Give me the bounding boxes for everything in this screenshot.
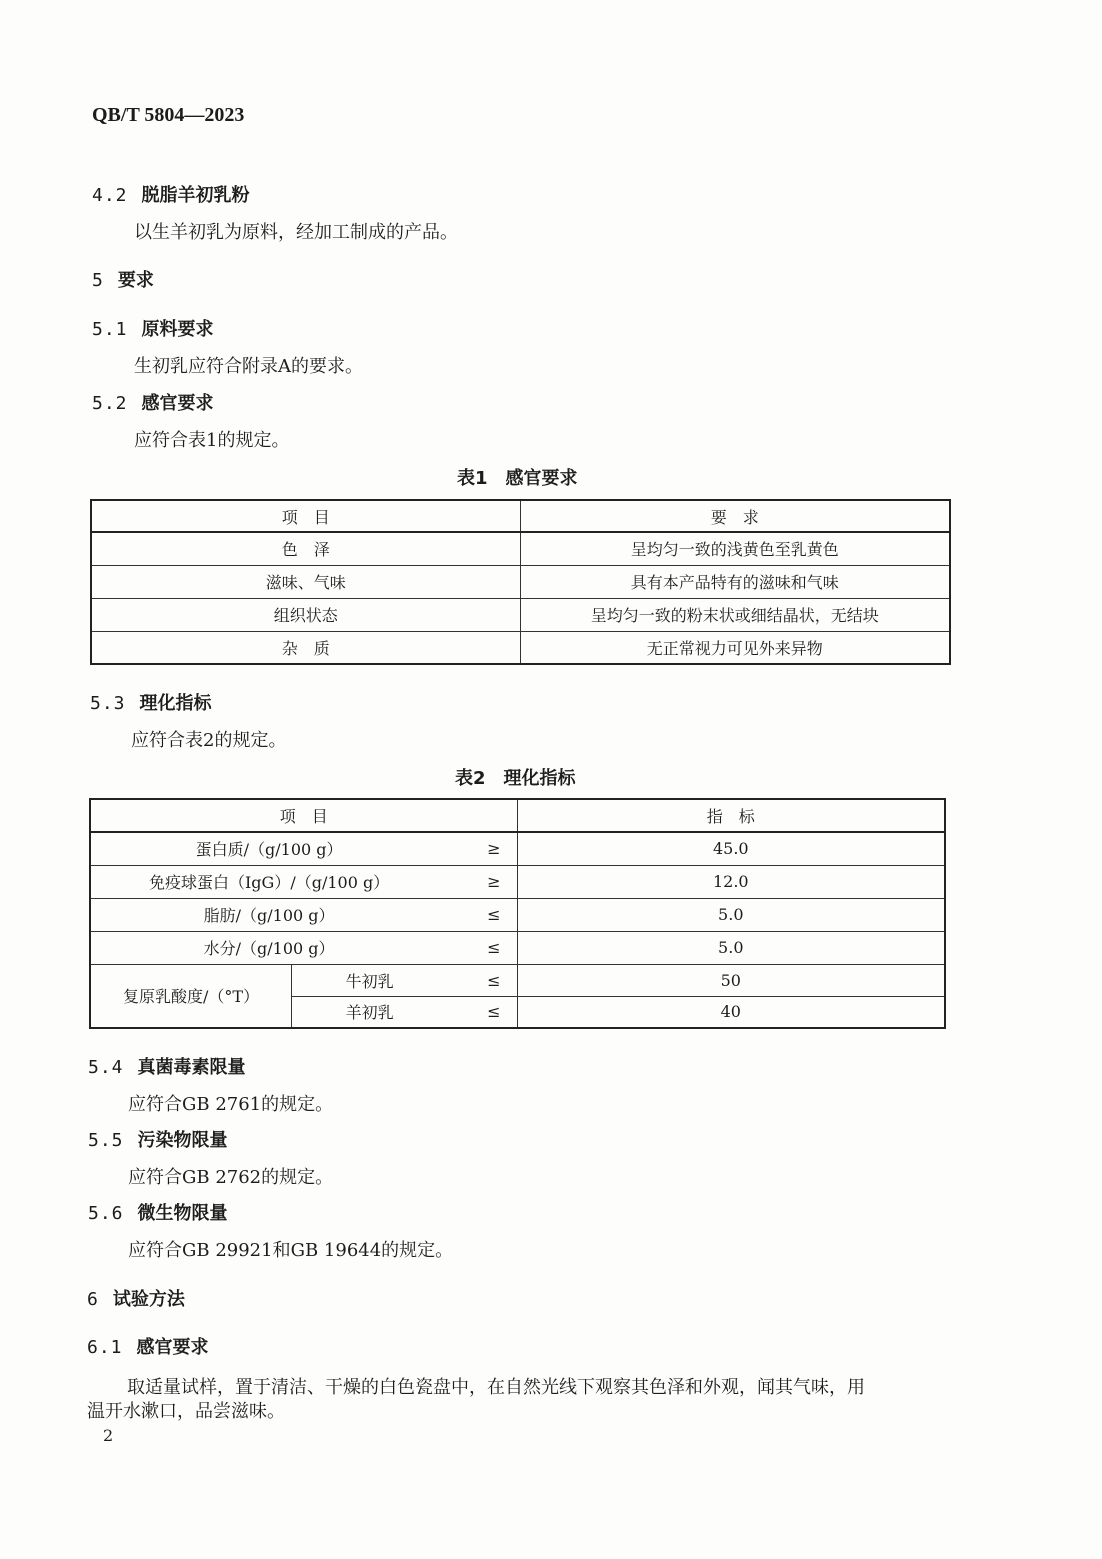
row-item: 色 泽 (91, 532, 520, 565)
section-title: 脱脂羊初乳粉 (141, 185, 250, 206)
row-value: 12.0 (517, 865, 945, 898)
row-item: 蛋白质/（g/100 g） (90, 832, 447, 865)
section-number: 5.6 (88, 1203, 124, 1224)
row-item: 脂肪/（g/100 g） (90, 898, 447, 931)
section-title: 要求 (117, 270, 154, 291)
row-requirement: 呈均匀一致的粉末状或细结晶状，无结块 (520, 598, 950, 631)
section-5-2-body: 应符合表1的规定。 (134, 430, 290, 451)
section-5-5-heading (88, 1126, 228, 1152)
section-4-2-heading (92, 181, 250, 207)
section-number: 6.1 (87, 1337, 123, 1358)
table-header-row (90, 799, 945, 832)
section-number: 5 (92, 270, 104, 291)
section-5-heading (92, 266, 154, 292)
row-symbol: ≤ (447, 931, 517, 964)
row-item: 羊初乳 (292, 996, 448, 1028)
row-requirement: 无正常视力可见外来异物 (520, 631, 950, 664)
page-number: 2 (103, 1426, 114, 1445)
table-row (91, 631, 950, 664)
section-title: 理化指标 (139, 693, 212, 714)
row-item: 组织状态 (91, 598, 520, 631)
section-title: 感官要求 (136, 1337, 209, 1358)
table-header-row (91, 500, 950, 532)
section-6-1-body-line2: 温开水漱口，品尝滋味。 (87, 1401, 285, 1422)
table1-sensory (90, 499, 951, 665)
section-6-heading (87, 1285, 185, 1311)
section-4-2-body: 以生羊初乳为原料，经加工制成的产品。 (134, 222, 458, 243)
row-item: 牛初乳 (292, 964, 448, 996)
table-row (91, 598, 950, 631)
standard-code: QB/T 5804—2023 (92, 104, 245, 126)
row-symbol: ≥ (447, 832, 517, 865)
section-number: 5.4 (88, 1057, 124, 1078)
section-5-5-body: 应符合GB 2762的规定。 (128, 1167, 334, 1188)
row-value: 40 (517, 996, 945, 1028)
row-item: 免疫球蛋白（IgG）/（g/100 g） (90, 865, 447, 898)
column-header: 指 标 (517, 799, 945, 832)
section-5-4-body: 应符合GB 2761的规定。 (128, 1094, 334, 1115)
section-title: 原料要求 (141, 319, 214, 340)
section-6-1-body-line1: 取适量试样，置于清洁、干燥的白色瓷盘中，在自然光线下观察其色泽和外观，闻其气味，用 (127, 1377, 865, 1398)
table-row (91, 532, 950, 565)
section-title: 微生物限量 (137, 1203, 228, 1224)
section-title: 试验方法 (112, 1289, 185, 1310)
acidity-label: 复原乳酸度/（°T） (90, 964, 292, 1028)
row-symbol: ≤ (447, 898, 517, 931)
row-symbol: ≥ (447, 865, 517, 898)
table-row (90, 832, 945, 865)
table-row (90, 931, 945, 964)
section-title: 感官要求 (141, 393, 214, 414)
row-value: 45.0 (517, 832, 945, 865)
section-number: 4.2 (92, 185, 128, 206)
row-symbol: ≤ (447, 964, 517, 996)
row-item: 水分/（g/100 g） (90, 931, 447, 964)
section-6-1-heading (87, 1333, 209, 1359)
table-row (91, 565, 950, 598)
table-row (90, 898, 945, 931)
section-5-1-body: 生初乳应符合附录A的要求。 (134, 356, 363, 377)
table2-caption: 表2 理化指标 (455, 768, 576, 789)
section-title: 污染物限量 (137, 1130, 228, 1151)
section-number: 5.2 (92, 393, 128, 414)
section-number: 5.5 (88, 1130, 124, 1151)
table2-physicochemical (89, 798, 946, 1029)
section-5-3-heading (90, 689, 212, 715)
row-item: 杂 质 (91, 631, 520, 664)
row-value: 5.0 (517, 931, 945, 964)
row-item: 滋味、气味 (91, 565, 520, 598)
row-requirement: 呈均匀一致的浅黄色至乳黄色 (520, 532, 950, 565)
table-row (90, 964, 945, 996)
section-5-3-body: 应符合表2的规定。 (131, 730, 287, 751)
table1-caption: 表1 感官要求 (457, 468, 578, 489)
section-5-6-heading (88, 1199, 228, 1225)
column-header: 项 目 (91, 500, 520, 532)
column-header: 项 目 (90, 799, 517, 832)
section-number: 5.1 (92, 319, 128, 340)
column-header: 要 求 (520, 500, 950, 532)
row-requirement: 具有本产品特有的滋味和气味 (520, 565, 950, 598)
row-value: 5.0 (517, 898, 945, 931)
section-5-2-heading (92, 389, 214, 415)
section-5-6-body: 应符合GB 29921和GB 19644的规定。 (128, 1240, 454, 1261)
section-title: 真菌毒素限量 (137, 1057, 246, 1078)
row-symbol: ≤ (447, 996, 517, 1028)
section-5-1-heading (92, 315, 214, 341)
table-row (90, 865, 945, 898)
section-number: 6 (87, 1289, 99, 1310)
section-number: 5.3 (90, 693, 126, 714)
section-5-4-heading (88, 1053, 246, 1079)
row-value: 50 (517, 964, 945, 996)
